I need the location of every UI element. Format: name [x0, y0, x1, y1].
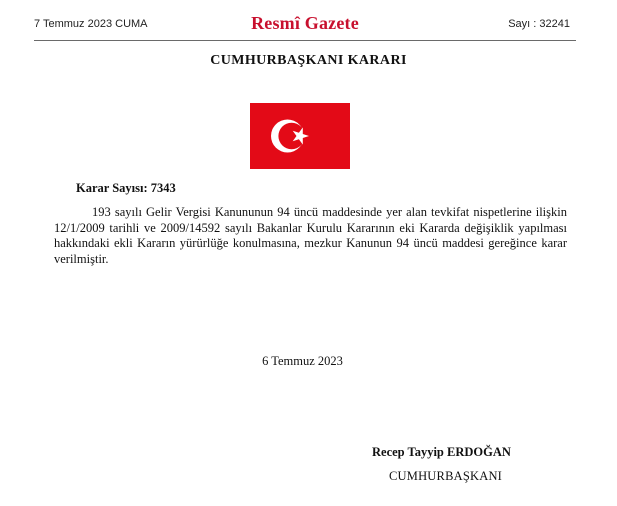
document-title: CUMHURBAŞKANI KARARI [210, 53, 407, 68]
issue-number: Sayı : 32241 [508, 18, 570, 30]
decision-date: 6 Temmuz 2023 [262, 354, 343, 368]
signer-name: Recep Tayyip ERDOĞAN [372, 445, 511, 459]
header-date: 7 Temmuz 2023 CUMA [34, 18, 148, 30]
gazette-title: Resmî Gazete [251, 13, 359, 33]
decision-body: 193 sayılı Gelir Vergisi Kanununun 94 üncü maddesinde yer alan tevkifat nispetlerine ilişkin 12/1/2009 tarihli ve 2009/14592 sayılı Bakanlar Kurulu Kararının eki Kararda değişiklik yapılması hakkındaki ekli Kararın yürürlüğe konulmasına, mezkur Kanunun 94 üncü maddesi gereğince karar verilmiştir. [54, 205, 567, 266]
gazette-header [34, 10, 576, 41]
signer-title: CUMHURBAŞKANI [389, 469, 503, 483]
turkish-flag-icon [250, 103, 350, 169]
decision-number: Karar Sayısı: 7343 [76, 181, 176, 195]
